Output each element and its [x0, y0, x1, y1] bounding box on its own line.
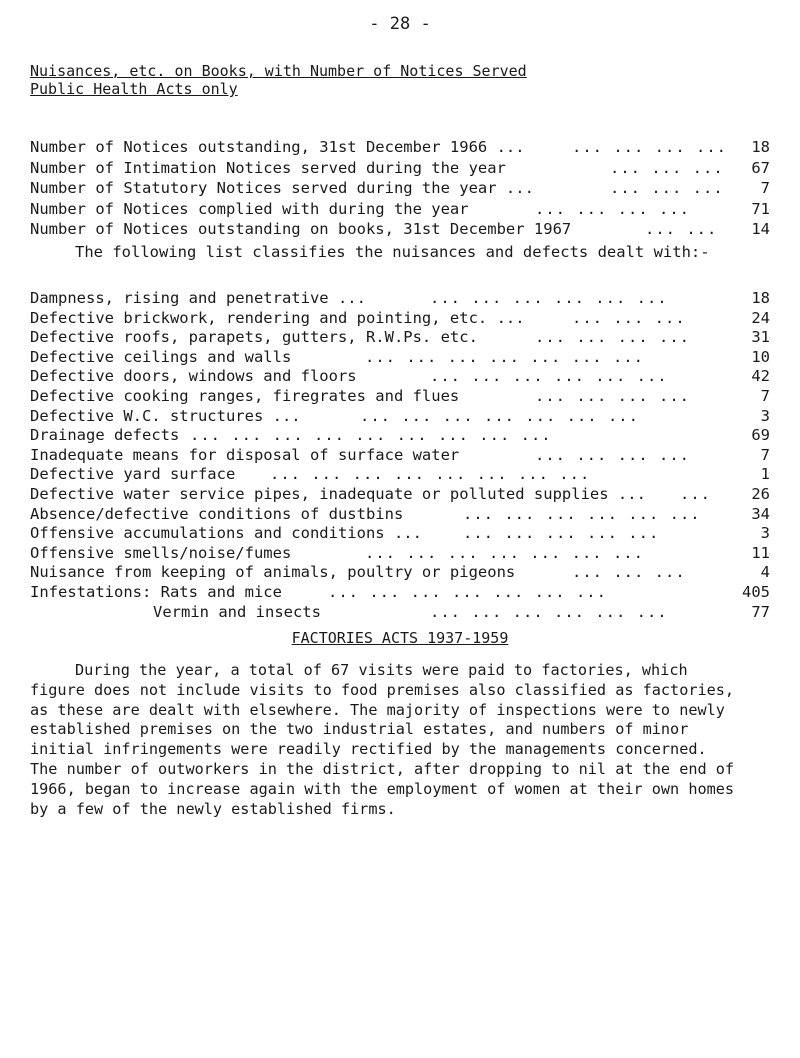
- nuisance-label: Vermin and insects: [153, 602, 321, 621]
- paragraph-line: initial infringements were readily rectified by the managements concerned.: [30, 740, 707, 759]
- page-number: - 28 -: [369, 14, 431, 34]
- leader-dots: ... ... ... ... ... ... ...: [365, 347, 644, 366]
- leader-dots: ... ... ...: [572, 308, 686, 327]
- section-heading: [30, 62, 527, 98]
- factories-title: FACTORIES ACTS 1937-1959: [291, 629, 509, 647]
- leader-dots: ... ... ... ...: [535, 386, 690, 405]
- nuisance-label: Defective water service pipes, inadequate or polluted supplies ...: [30, 484, 646, 503]
- nuisance-label: Nuisance from keeping of animals, poultry or pigeons: [30, 563, 516, 582]
- nuisance-row: [30, 563, 770, 583]
- nuisance-row: [30, 309, 770, 329]
- nuisance-row: [30, 348, 770, 368]
- notice-row: [30, 199, 770, 220]
- intro-text: The following list classifies the nuisances and defects dealt with:-: [75, 243, 710, 261]
- notice-value: 7: [760, 179, 770, 197]
- nuisance-row: [30, 544, 770, 564]
- notice-value: 67: [751, 158, 770, 177]
- nuisance-row: [30, 328, 770, 348]
- leader-dots: ... ...: [645, 220, 718, 238]
- nuisance-label: Defective cooking ranges, firegrates and flues: [30, 386, 460, 405]
- nuisance-value: 69: [751, 426, 770, 445]
- leader-dots: ... ... ... ... ... ...: [430, 289, 668, 307]
- nuisance-value: 7: [760, 445, 770, 464]
- nuisance-value: 77: [751, 602, 770, 621]
- notice-label: Number of Notices complied with during the year: [30, 199, 469, 218]
- nuisance-label: Offensive smells/noise/fumes: [30, 543, 292, 562]
- nuisance-label: Inadequate means for disposal of surface water: [30, 445, 460, 464]
- leader-dots: ... ... ... ...: [535, 199, 690, 218]
- nuisance-row: [30, 465, 770, 485]
- notice-value: 18: [751, 138, 770, 156]
- nuisance-value: 4: [760, 563, 770, 582]
- leader-dots: ... ... ... ... ...: [463, 524, 660, 543]
- notice-value: 71: [751, 199, 770, 218]
- nuisance-row: [30, 524, 770, 544]
- nuisance-value: 405: [742, 582, 770, 601]
- nuisance-label: Defective brickwork, rendering and pointing, etc. ...: [30, 308, 525, 327]
- notice-label: Number of Notices outstanding, 31st December 1966 ...: [30, 138, 525, 156]
- leader-dots: ... ... ... ...: [535, 445, 690, 464]
- nuisance-row: [30, 505, 770, 525]
- leader-dots: ... ... ... ...: [572, 138, 727, 156]
- nuisance-value: 31: [751, 328, 770, 347]
- nuisance-label: Dampness, rising and penetrative ...: [30, 289, 366, 307]
- paragraph-line: During the year, a total of 67 visits were paid to factories, which: [75, 661, 688, 679]
- leader-dots: ... ... ... ... ... ... ...: [360, 406, 639, 425]
- nuisance-label: Defective W.C. structures ...: [30, 406, 301, 425]
- nuisance-value: 26: [751, 484, 770, 503]
- nuisance-row: [30, 603, 770, 623]
- leader-dots: ... ... ... ... ... ...: [430, 602, 668, 621]
- nuisance-label: Drainage defects: [30, 426, 180, 445]
- paragraph-line: established premises on the two industrial estates, and numbers of minor: [30, 720, 689, 739]
- nuisances-table: [30, 289, 770, 622]
- nuisance-value: 7: [760, 386, 770, 405]
- nuisance-label: Infestations: Rats and mice: [30, 582, 282, 601]
- nuisance-value: 1: [760, 465, 770, 484]
- leader-dots: ... ... ...: [610, 179, 724, 197]
- leader-dots: ... ... ... ... ... ... ... ... ...: [190, 426, 552, 445]
- notice-row: [30, 158, 770, 179]
- heading-line-2: Public Health Acts only: [30, 80, 238, 98]
- nuisance-label: Defective yard surface: [30, 465, 236, 484]
- notice-label: Number of Notices outstanding on books, 31st December 1967: [30, 220, 572, 238]
- notices-table: [30, 137, 770, 240]
- paragraph-line: by a few of the newly established firms.: [30, 799, 396, 818]
- nuisance-label: Defective roofs, parapets, gutters, R.W.Ps. etc.: [30, 328, 478, 347]
- factories-paragraph: [30, 661, 785, 819]
- notice-label: Number of Statutory Notices served during the year ...: [30, 179, 534, 197]
- nuisance-label: Defective doors, windows and floors: [30, 367, 357, 386]
- leader-dots: ... ... ... ... ... ...: [430, 367, 668, 386]
- notice-row: [30, 219, 770, 240]
- leader-dots: ... ... ... ... ... ...: [463, 504, 701, 523]
- nuisance-row: [30, 583, 770, 603]
- paragraph-line: as these are dealt with elsewhere. The majority of inspections were to newly: [30, 700, 725, 719]
- nuisance-value: 3: [760, 524, 770, 543]
- notice-row: [30, 137, 770, 158]
- nuisance-row: [30, 289, 770, 309]
- nuisance-value: 18: [751, 289, 770, 307]
- nuisance-value: 34: [751, 504, 770, 523]
- nuisance-value: 11: [751, 543, 770, 562]
- nuisance-label: Offensive accumulations and conditions ...: [30, 524, 422, 543]
- leader-dots: ... ... ... ... ... ... ... ...: [270, 465, 591, 484]
- leader-dots: ... ... ...: [610, 158, 724, 177]
- notice-row: [30, 178, 770, 199]
- nuisance-label: Defective ceilings and walls: [30, 347, 292, 366]
- nuisance-value: 42: [751, 367, 770, 386]
- paragraph-line: figure does not include visits to food premises also classified as factories,: [30, 680, 735, 699]
- leader-dots: ... ... ... ... ... ... ...: [365, 543, 644, 562]
- leader-dots: ... ... ...: [572, 563, 686, 582]
- nuisance-row: [30, 387, 770, 407]
- nuisance-row: [30, 485, 770, 505]
- nuisance-value: 10: [751, 347, 770, 366]
- nuisance-row: [30, 446, 770, 466]
- leader-dots: ... ... ... ... ... ... ...: [328, 582, 607, 601]
- paragraph-line: 1966, began to increase again with the employment of women at their own homes: [30, 779, 735, 798]
- notice-value: 14: [751, 220, 770, 238]
- nuisance-row: [30, 367, 770, 387]
- nuisance-value: 24: [751, 308, 770, 327]
- heading-line-1: Nuisances, etc. on Books, with Number of Notices Served: [30, 62, 527, 80]
- paragraph-line: The number of outworkers in the district, after dropping to nil at the end of: [30, 759, 735, 778]
- nuisance-row: [30, 407, 770, 427]
- nuisance-row: [30, 426, 770, 446]
- nuisance-label: Absence/defective conditions of dustbins: [30, 504, 404, 523]
- leader-dots: ... ... ... ...: [535, 328, 690, 347]
- nuisance-value: 3: [760, 406, 770, 425]
- leader-dots: ...: [680, 484, 711, 503]
- notice-label: Number of Intimation Notices served during the year: [30, 158, 506, 177]
